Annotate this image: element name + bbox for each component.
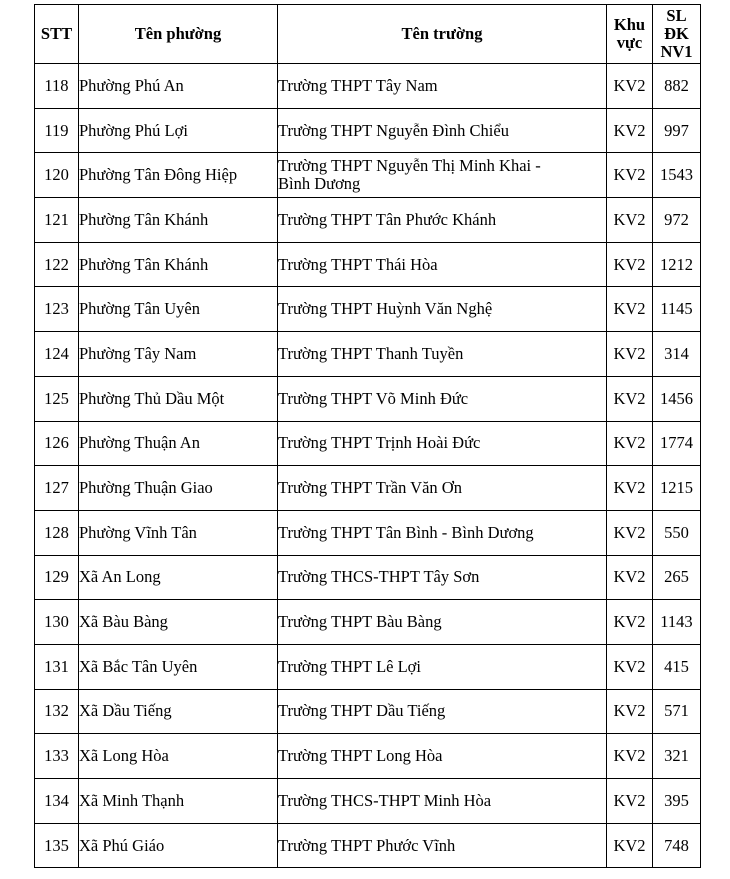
row-school-name-line-2: Bình Dương bbox=[278, 174, 361, 194]
row-registration-count: 748 bbox=[653, 823, 701, 868]
row-registration-count: 997 bbox=[653, 108, 701, 153]
table-row bbox=[35, 823, 701, 868]
header-ward-name: Tên phường bbox=[79, 5, 278, 64]
row-school-name: Trường THCS-THPT Minh Hòa bbox=[278, 779, 607, 824]
row-area: KV2 bbox=[607, 421, 653, 466]
row-area: KV2 bbox=[607, 153, 653, 198]
row-ward-name: Phường Tân Khánh bbox=[79, 198, 278, 243]
row-stt: 126 bbox=[35, 421, 79, 466]
row-school-name: Trường THPT Long Hòa bbox=[278, 734, 607, 779]
row-school-name: Trường THPT Thái Hòa bbox=[278, 242, 607, 287]
row-stt: 119 bbox=[35, 108, 79, 153]
row-school-name bbox=[278, 153, 607, 198]
row-stt: 130 bbox=[35, 600, 79, 645]
row-area: KV2 bbox=[607, 689, 653, 734]
header-stt: STT bbox=[35, 5, 79, 64]
row-area: KV2 bbox=[607, 600, 653, 645]
row-stt: 121 bbox=[35, 198, 79, 243]
table-row bbox=[35, 689, 701, 734]
row-stt: 133 bbox=[35, 734, 79, 779]
row-school-name-line-1: Trường THPT Nguyễn Thị Minh Khai - bbox=[278, 156, 541, 176]
row-registration-count: 882 bbox=[653, 64, 701, 109]
row-school-name: Trường THCS-THPT Tây Sơn bbox=[278, 555, 607, 600]
row-area: KV2 bbox=[607, 779, 653, 824]
table-row bbox=[35, 64, 701, 109]
row-area: KV2 bbox=[607, 64, 653, 109]
row-registration-count: 1212 bbox=[653, 242, 701, 287]
row-registration-count: 321 bbox=[653, 734, 701, 779]
row-area: KV2 bbox=[607, 555, 653, 600]
row-area: KV2 bbox=[607, 198, 653, 243]
row-registration-count: 314 bbox=[653, 332, 701, 377]
table-row bbox=[35, 421, 701, 466]
row-ward-name: Phường Thuận An bbox=[79, 421, 278, 466]
school-registration-table bbox=[34, 4, 701, 868]
table-row bbox=[35, 734, 701, 779]
row-registration-count: 1145 bbox=[653, 287, 701, 332]
row-area: KV2 bbox=[607, 466, 653, 511]
row-ward-name: Phường Thuận Giao bbox=[79, 466, 278, 511]
row-ward-name: Phường Tây Nam bbox=[79, 332, 278, 377]
row-registration-count: 1143 bbox=[653, 600, 701, 645]
table-row bbox=[35, 376, 701, 421]
row-school-name: Trường THPT Trần Văn Ơn bbox=[278, 466, 607, 511]
row-registration-count: 571 bbox=[653, 689, 701, 734]
row-stt: 118 bbox=[35, 64, 79, 109]
header-area-line-1: Khu bbox=[613, 15, 646, 34]
header-count-line-3: NV1 bbox=[660, 42, 693, 61]
row-school-name: Trường THPT Trịnh Hoài Đức bbox=[278, 421, 607, 466]
row-ward-name: Xã Minh Thạnh bbox=[79, 779, 278, 824]
row-stt: 125 bbox=[35, 376, 79, 421]
table-row bbox=[35, 779, 701, 824]
table-row bbox=[35, 198, 701, 243]
row-ward-name: Xã Long Hòa bbox=[79, 734, 278, 779]
row-area: KV2 bbox=[607, 510, 653, 555]
table-row bbox=[35, 466, 701, 511]
table-row bbox=[35, 287, 701, 332]
table-row bbox=[35, 644, 701, 689]
row-area: KV2 bbox=[607, 332, 653, 377]
row-school-name: Trường THPT Tân Phước Khánh bbox=[278, 198, 607, 243]
row-area: KV2 bbox=[607, 376, 653, 421]
row-stt: 127 bbox=[35, 466, 79, 511]
row-school-name: Trường THPT Phước Vĩnh bbox=[278, 823, 607, 868]
row-area: KV2 bbox=[607, 734, 653, 779]
row-registration-count: 1456 bbox=[653, 376, 701, 421]
row-stt: 123 bbox=[35, 287, 79, 332]
table-row bbox=[35, 510, 701, 555]
row-area: KV2 bbox=[607, 287, 653, 332]
table-row bbox=[35, 108, 701, 153]
row-school-name: Trường THPT Nguyễn Đình Chiểu bbox=[278, 108, 607, 153]
header-count-line-1: SL bbox=[666, 6, 687, 25]
row-stt: 122 bbox=[35, 242, 79, 287]
row-registration-count: 1774 bbox=[653, 421, 701, 466]
header-row bbox=[35, 5, 701, 64]
row-school-name: Trường THPT Lê Lợi bbox=[278, 644, 607, 689]
row-school-name: Trường THPT Tân Bình - Bình Dương bbox=[278, 510, 607, 555]
row-stt: 124 bbox=[35, 332, 79, 377]
row-stt: 134 bbox=[35, 779, 79, 824]
row-area: KV2 bbox=[607, 242, 653, 287]
row-stt: 128 bbox=[35, 510, 79, 555]
row-school-name: Trường THPT Huỳnh Văn Nghệ bbox=[278, 287, 607, 332]
row-ward-name: Phường Tân Uyên bbox=[79, 287, 278, 332]
row-area: KV2 bbox=[607, 108, 653, 153]
row-ward-name: Xã Bắc Tân Uyên bbox=[79, 644, 278, 689]
row-registration-count: 1543 bbox=[653, 153, 701, 198]
row-registration-count: 265 bbox=[653, 555, 701, 600]
row-stt: 131 bbox=[35, 644, 79, 689]
row-ward-name: Phường Tân Khánh bbox=[79, 242, 278, 287]
row-registration-count: 395 bbox=[653, 779, 701, 824]
row-ward-name: Phường Tân Đông Hiệp bbox=[79, 153, 278, 198]
header-area bbox=[607, 5, 653, 64]
table-row bbox=[35, 332, 701, 377]
row-ward-name: Xã Phú Giáo bbox=[79, 823, 278, 868]
row-school-name: Trường THPT Võ Minh Đức bbox=[278, 376, 607, 421]
row-stt: 120 bbox=[35, 153, 79, 198]
row-ward-name: Phường Vĩnh Tân bbox=[79, 510, 278, 555]
row-stt: 129 bbox=[35, 555, 79, 600]
row-school-name: Trường THPT Thanh Tuyền bbox=[278, 332, 607, 377]
row-registration-count: 550 bbox=[653, 510, 701, 555]
table-body bbox=[35, 64, 701, 868]
row-ward-name: Phường Phú An bbox=[79, 64, 278, 109]
table-row bbox=[35, 600, 701, 645]
row-ward-name: Phường Thủ Dầu Một bbox=[79, 376, 278, 421]
row-area: KV2 bbox=[607, 823, 653, 868]
table-row bbox=[35, 153, 701, 198]
row-ward-name: Xã Bàu Bàng bbox=[79, 600, 278, 645]
table-row bbox=[35, 242, 701, 287]
row-ward-name: Xã An Long bbox=[79, 555, 278, 600]
row-registration-count: 972 bbox=[653, 198, 701, 243]
row-registration-count: 415 bbox=[653, 644, 701, 689]
row-ward-name: Xã Dầu Tiếng bbox=[79, 689, 278, 734]
row-area: KV2 bbox=[607, 644, 653, 689]
row-stt: 132 bbox=[35, 689, 79, 734]
row-school-name: Trường THPT Bàu Bàng bbox=[278, 600, 607, 645]
header-area-line-2: vực bbox=[616, 33, 643, 52]
row-stt: 135 bbox=[35, 823, 79, 868]
header-school-name: Tên trường bbox=[278, 5, 607, 64]
row-school-name: Trường THPT Dầu Tiếng bbox=[278, 689, 607, 734]
header-count-line-2: ĐK bbox=[664, 24, 689, 43]
row-ward-name: Phường Phú Lợi bbox=[79, 108, 278, 153]
row-registration-count: 1215 bbox=[653, 466, 701, 511]
table-row bbox=[35, 555, 701, 600]
row-school-name: Trường THPT Tây Nam bbox=[278, 64, 607, 109]
header-registration-count bbox=[653, 5, 701, 64]
